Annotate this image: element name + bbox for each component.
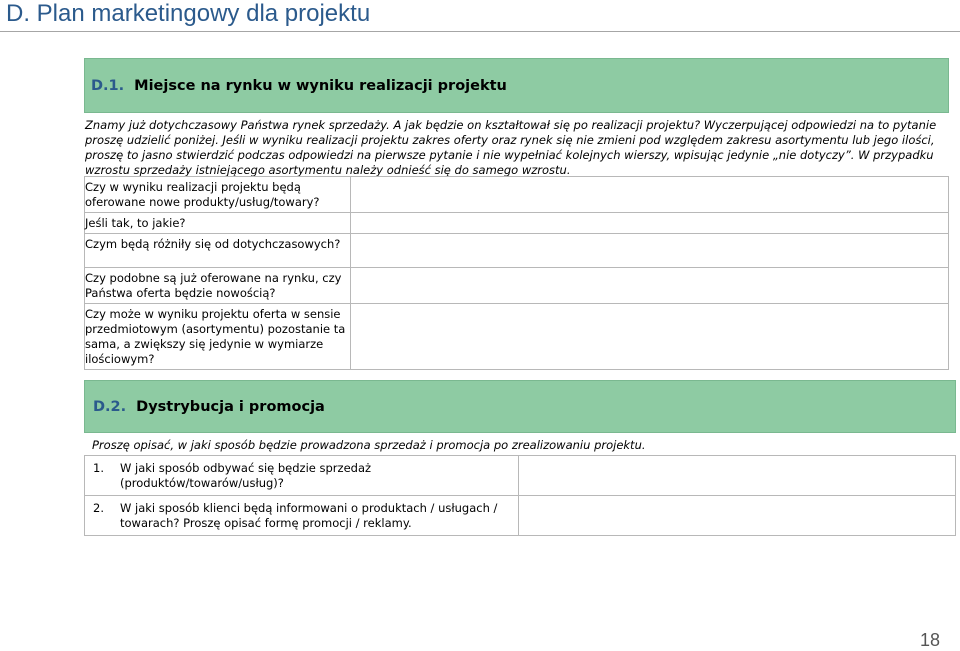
page-title: D. Plan marketingowy dla projektu <box>6 0 371 27</box>
section-d2-intro: Proszę opisać, w jaki sposób będzie prowadzona sprzedaż i promocja po zrealizowaniu projektu. <box>92 438 646 452</box>
answer-field[interactable] <box>351 213 949 234</box>
answer-field[interactable] <box>351 177 949 213</box>
title-divider <box>0 31 960 32</box>
table-row <box>85 304 949 370</box>
question-cell: Czy podobne są już oferowane na rynku, czy Państwa oferta będzie nowością? <box>85 268 351 304</box>
answer-field[interactable] <box>351 304 949 370</box>
question-cell: Czy w wyniku realizacji projektu będą oferowane nowe produkty/usług/towary? <box>85 177 351 213</box>
section-d2-header <box>84 380 956 433</box>
question-cell <box>85 496 519 536</box>
question-text: W jaki sposób odbywać się będzie sprzedaż (produktów/towarów/usług)? <box>120 461 372 490</box>
section-d2-number: D.2. <box>93 399 127 415</box>
answer-field[interactable] <box>519 496 956 536</box>
question-number: 1. <box>93 461 104 475</box>
table-row <box>85 456 956 496</box>
question-cell: Czy może w wyniku projektu oferta w sensie przedmiotowym (asortymentu) pozostanie ta sama, a zwiększy się jedynie w wymiarze ilościowym? <box>85 304 351 370</box>
section-d1-header <box>84 58 949 113</box>
table-row <box>85 177 949 213</box>
question-cell: Czym będą różniły się od dotychczasowych? <box>85 234 351 268</box>
section-d2-heading: Dystrybucja i promocja <box>136 399 325 415</box>
table-row <box>85 268 949 304</box>
table-row <box>85 496 956 536</box>
section-d2-table <box>84 455 956 536</box>
answer-field[interactable] <box>351 268 949 304</box>
section-d1-heading: Miejsce na rynku w wyniku realizacji projektu <box>134 78 507 94</box>
question-cell: Jeśli tak, to jakie? <box>85 213 351 234</box>
answer-field[interactable] <box>351 234 949 268</box>
answer-field[interactable] <box>519 456 956 496</box>
page-number: 18 <box>920 630 941 650</box>
section-d1-table <box>84 176 949 370</box>
table-row <box>85 234 949 268</box>
table-row <box>85 213 949 234</box>
section-d1-number: D.1. <box>91 78 125 94</box>
question-number: 2. <box>93 501 104 515</box>
section-d1-intro: Znamy już dotychczasowy Państwa rynek sprzedaży. A jak będzie on kształtował się po realizacji projektu? Wyczerpującej odpowiedzi na to pytanie proszę udzielić poniżej. Jeśli w wyniku realizacji projektu zakres oferty oraz rynek się nie zmieni pod względem zakresu asortymentu lub jego ilości, proszę to jasno stwierdzić podczas odpowiedzi na pierwsze pytanie i nie wypełniać kolejnych wierszy, wpisując jedynie „nie dotyczy”. W przypadku wzrostu sprzedaży istniejącego asortymentu należy odnieść się do samego wzrostu. <box>85 118 937 177</box>
question-text: W jaki sposób klienci będą informowani o produktach / usługach / towarach? Proszę opisać formę promocji / reklamy. <box>120 501 498 530</box>
question-cell <box>85 456 519 496</box>
